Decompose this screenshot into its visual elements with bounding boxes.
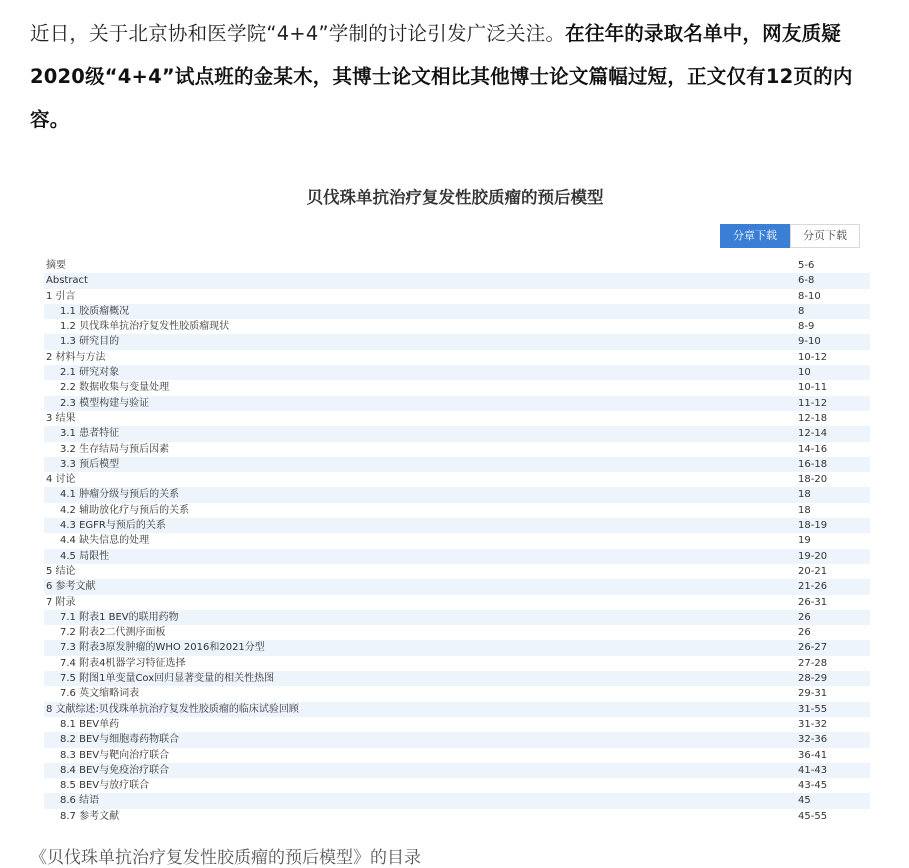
toc-entry-pages: 26	[798, 611, 811, 623]
toc-entry-pages: 36-41	[798, 749, 828, 761]
toc-entry-pages: 14-16	[798, 443, 828, 455]
toc-entry-label[interactable]: 7.5 附图1单变量Cox回归显著变量的相关性热图	[60, 673, 275, 685]
intro-text: 近日，关于北京协和医学院“4+4”学制的讨论引发广泛关注。	[30, 22, 566, 45]
toc-row[interactable]	[44, 579, 870, 594]
toc-row[interactable]	[44, 793, 870, 808]
toc-entry-pages: 19-20	[798, 550, 828, 562]
toc-entry-pages: 18	[798, 504, 811, 516]
toc-entry-pages: 43-45	[798, 780, 828, 792]
toc-row[interactable]	[44, 748, 870, 763]
intro-paragraph	[30, 12, 880, 141]
toc-entry-label[interactable]: 4.4 缺失信息的处理	[60, 535, 150, 547]
toc-entry-pages: 9-10	[798, 336, 821, 348]
toc-entry-pages: 21-26	[798, 581, 828, 593]
toc-entry-label[interactable]: 3.3 预后模型	[60, 458, 120, 470]
toc-row[interactable]	[44, 411, 870, 426]
toc-row[interactable]	[44, 564, 870, 579]
toc-entry-label[interactable]: 8.3 BEV与靶向治疗联合	[60, 749, 170, 761]
toc-row[interactable]	[44, 350, 870, 365]
toc-entry-label[interactable]: 3 结果	[46, 412, 76, 424]
toc-entry-label[interactable]: 1.1 胶质瘤概况	[60, 305, 130, 317]
toc-entry-label[interactable]: 摘要	[46, 260, 66, 271]
toc-row[interactable]	[44, 518, 870, 533]
toc-entry-pages: 31-55	[798, 703, 828, 715]
toc-entry-label[interactable]: 7.3 附表3原发肿瘤的WHO 2016和2021分型	[60, 642, 265, 654]
toc-row[interactable]	[44, 503, 870, 518]
toc-entry-label[interactable]: 8.1 BEV单药	[60, 718, 120, 730]
toc-row[interactable]	[44, 809, 870, 824]
toc-row[interactable]	[44, 595, 870, 610]
toc-entry-pages: 10-12	[798, 351, 828, 363]
toc-entry-pages: 11-12	[798, 397, 828, 409]
toc-entry-pages: 29-31	[798, 688, 828, 700]
toc-row[interactable]	[44, 778, 870, 793]
toc-entry-label[interactable]: 7.4 附表4机器学习特征选择	[60, 657, 186, 669]
toc-entry-label[interactable]: 4.3 EGFR与预后的关系	[60, 520, 166, 532]
toc-entry-pages: 8-9	[798, 321, 815, 333]
download-buttons	[720, 224, 860, 248]
toc-entry-label[interactable]: 8.6 结语	[60, 795, 100, 807]
toc-entry-pages: 20-21	[798, 565, 828, 577]
toc-row[interactable]	[44, 273, 870, 288]
toc-row[interactable]	[44, 319, 870, 334]
toc-entry-label[interactable]: 7.1 附表1 BEV的联用药物	[60, 611, 179, 623]
thesis-toc-screenshot	[30, 160, 880, 830]
toc-entry-pages: 31-32	[798, 718, 828, 730]
toc-entry-label[interactable]: 8.2 BEV与细胞毒药物联合	[60, 734, 180, 746]
toc-row[interactable]	[44, 640, 870, 655]
toc-row[interactable]	[44, 365, 870, 380]
toc-entry-pages: 28-29	[798, 673, 828, 685]
toc-entry-label[interactable]: 7.2 附表2二代测序面板	[60, 627, 166, 639]
toc-row[interactable]	[44, 258, 870, 273]
toc-entry-label[interactable]: 1.2 贝伐珠单抗治疗复发性胶质瘤现状	[60, 321, 230, 333]
page-download-button[interactable]: 分页下载	[790, 224, 860, 248]
toc-entry-pages: 16-18	[798, 458, 828, 470]
toc-row[interactable]	[44, 549, 870, 564]
toc-entry-pages: 8-10	[798, 290, 821, 302]
toc-row[interactable]	[44, 457, 870, 472]
toc-entry-pages: 27-28	[798, 657, 828, 669]
toc-row[interactable]	[44, 702, 870, 717]
toc-entry-pages: 19	[798, 535, 811, 547]
toc-entry-pages: 10	[798, 367, 811, 379]
toc-row[interactable]	[44, 656, 870, 671]
thesis-title: 贝伐珠单抗治疗复发性胶质瘤的预后模型	[306, 188, 604, 207]
toc-entry-pages: 12-18	[798, 412, 828, 424]
toc-entry-pages: 18-20	[798, 474, 828, 486]
toc-row[interactable]	[44, 304, 870, 319]
toc-row[interactable]	[44, 442, 870, 457]
toc-row[interactable]	[44, 289, 870, 304]
toc-row[interactable]	[44, 487, 870, 502]
toc-entry-pages: 6-8	[798, 275, 815, 287]
toc-row[interactable]	[44, 533, 870, 548]
toc-entry-pages: 26-27	[798, 642, 828, 654]
toc-entry-pages: 41-43	[798, 764, 828, 776]
image-caption: 《贝伐珠单抗治疗复发性胶质瘤的预后模型》的目录	[30, 848, 421, 868]
toc-entry-label[interactable]: 6 参考文献	[46, 581, 96, 593]
toc-entry-label[interactable]: 3.1 患者特征	[60, 428, 120, 440]
toc-row[interactable]	[44, 426, 870, 441]
toc-entry-label[interactable]: 8.7 参考文献	[60, 810, 120, 822]
toc-entry-pages: 12-14	[798, 428, 828, 440]
toc-row[interactable]	[44, 732, 870, 747]
toc-entry-label[interactable]: 2.3 模型构建与验证	[60, 397, 150, 409]
toc-entry-pages: 32-36	[798, 734, 828, 746]
toc-row[interactable]	[44, 380, 870, 395]
toc-entry-label[interactable]: 8.5 BEV与放疗联合	[60, 780, 150, 792]
toc-row[interactable]	[44, 396, 870, 411]
toc-entry-label[interactable]: 2 材料与方法	[46, 351, 106, 363]
toc-row[interactable]	[44, 610, 870, 625]
toc-entry-label[interactable]: 8.4 BEV与免疫治疗联合	[60, 764, 170, 776]
toc-entry-pages: 8	[798, 305, 805, 317]
toc-row[interactable]	[44, 334, 870, 349]
toc-entry-label[interactable]: 1.3 研究目的	[60, 336, 120, 348]
toc-entry-label[interactable]: 5 结论	[46, 565, 76, 577]
toc-entry-pages: 26-31	[798, 596, 828, 608]
toc-entry-pages: 26	[798, 627, 811, 639]
toc-entry-label[interactable]: 2.2 数据收集与变量处理	[60, 382, 170, 394]
toc-entry-label[interactable]: 4.1 肿瘤分级与预后的关系	[60, 489, 180, 501]
toc-entry-pages: 45-55	[798, 810, 828, 822]
toc-entry-label[interactable]: 4.2 辅助放化疗与预后的关系	[60, 504, 190, 516]
toc-entry-pages: 10-11	[798, 382, 828, 394]
toc-entry-pages: 45	[798, 795, 811, 807]
toc-row[interactable]	[44, 686, 870, 701]
toc-entry-label[interactable]: 2.1 研究对象	[60, 367, 120, 379]
intro-bold-text: 在往年的录取名单中，网友质疑2020级“4+4”试点班的金某木，其博士论文相比其他博士论文篇幅过短，正文仅有12页的内容。	[30, 22, 853, 131]
toc-row[interactable]	[44, 671, 870, 686]
toc-entry-label[interactable]: 1 引言	[46, 290, 76, 302]
toc-entry-label[interactable]: 7.6 英文缩略词表	[60, 688, 140, 700]
toc-entry-label[interactable]: 4 讨论	[46, 474, 76, 486]
toc-entry-label[interactable]: 4.5 局限性	[60, 550, 110, 562]
toc-row[interactable]	[44, 717, 870, 732]
toc-entry-label[interactable]: 3.2 生存结局与预后因素	[60, 443, 170, 455]
toc-entry-pages: 5-6	[798, 260, 815, 271]
toc-row[interactable]	[44, 625, 870, 640]
toc-entry-label[interactable]: 7 附录	[46, 596, 76, 608]
toc-row[interactable]	[44, 763, 870, 778]
toc-entry-label[interactable]: Abstract	[46, 275, 88, 287]
table-of-contents	[44, 258, 870, 824]
toc-row[interactable]	[44, 472, 870, 487]
toc-entry-label[interactable]: 8 文献综述:贝伐珠单抗治疗复发性胶质瘤的临床试验回顾	[46, 703, 299, 715]
toc-entry-pages: 18	[798, 489, 811, 501]
chapter-download-button[interactable]: 分章下载	[720, 224, 790, 248]
toc-entry-pages: 18-19	[798, 520, 828, 532]
